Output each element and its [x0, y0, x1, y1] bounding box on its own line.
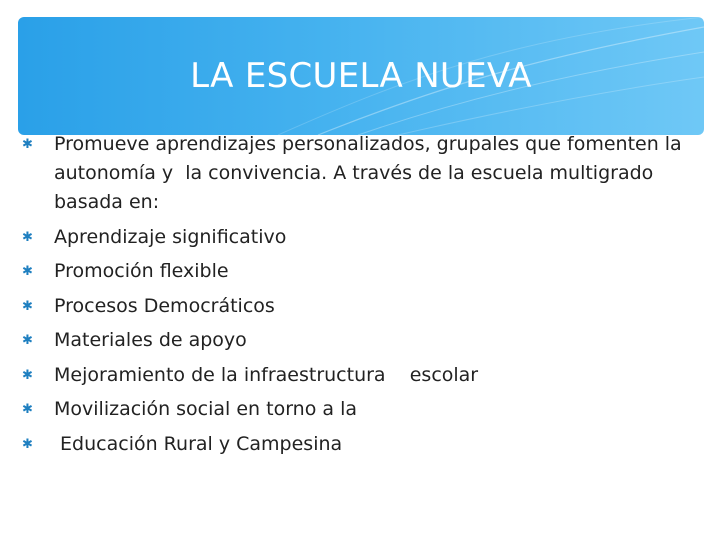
bullet-list	[22, 130, 702, 464]
list-item-text: Educación Rural y Campesina	[54, 432, 343, 455]
asterisk-icon: ✱	[22, 436, 33, 452]
asterisk-icon: ✱	[22, 137, 33, 152]
list-item-text: Materiales de apoyo	[54, 329, 247, 351]
asterisk-icon: ✱	[22, 402, 33, 417]
list-item	[22, 361, 702, 390]
list-item	[22, 292, 702, 321]
list-item	[22, 430, 702, 459]
list-item-text: Procesos Democráticos	[54, 294, 275, 317]
list-item-text: Mejoramiento de la infraestructura escolar	[54, 363, 479, 386]
list-item	[22, 257, 702, 286]
list-item-text: Movilización social en torno a la	[54, 398, 357, 420]
list-item-text: Aprendizaje significativo	[54, 225, 287, 248]
slide-title: LA ESCUELA NUEVA	[190, 56, 532, 96]
asterisk-icon: ✱	[22, 367, 33, 383]
list-item-text: Promoción flexible	[54, 260, 229, 282]
asterisk-icon: ✱	[22, 298, 33, 314]
list-item	[22, 326, 702, 355]
asterisk-icon: ✱	[22, 229, 33, 245]
asterisk-icon: ✱	[22, 264, 33, 279]
asterisk-icon: ✱	[22, 333, 33, 348]
list-item-text: Promueve aprendizajes personalizados, grupales que fomenten la autonomía y la convivencia. A través de la escuela multigrado basada en:	[54, 133, 688, 213]
list-item	[22, 395, 702, 424]
list-item	[22, 130, 702, 217]
list-item	[22, 223, 702, 252]
